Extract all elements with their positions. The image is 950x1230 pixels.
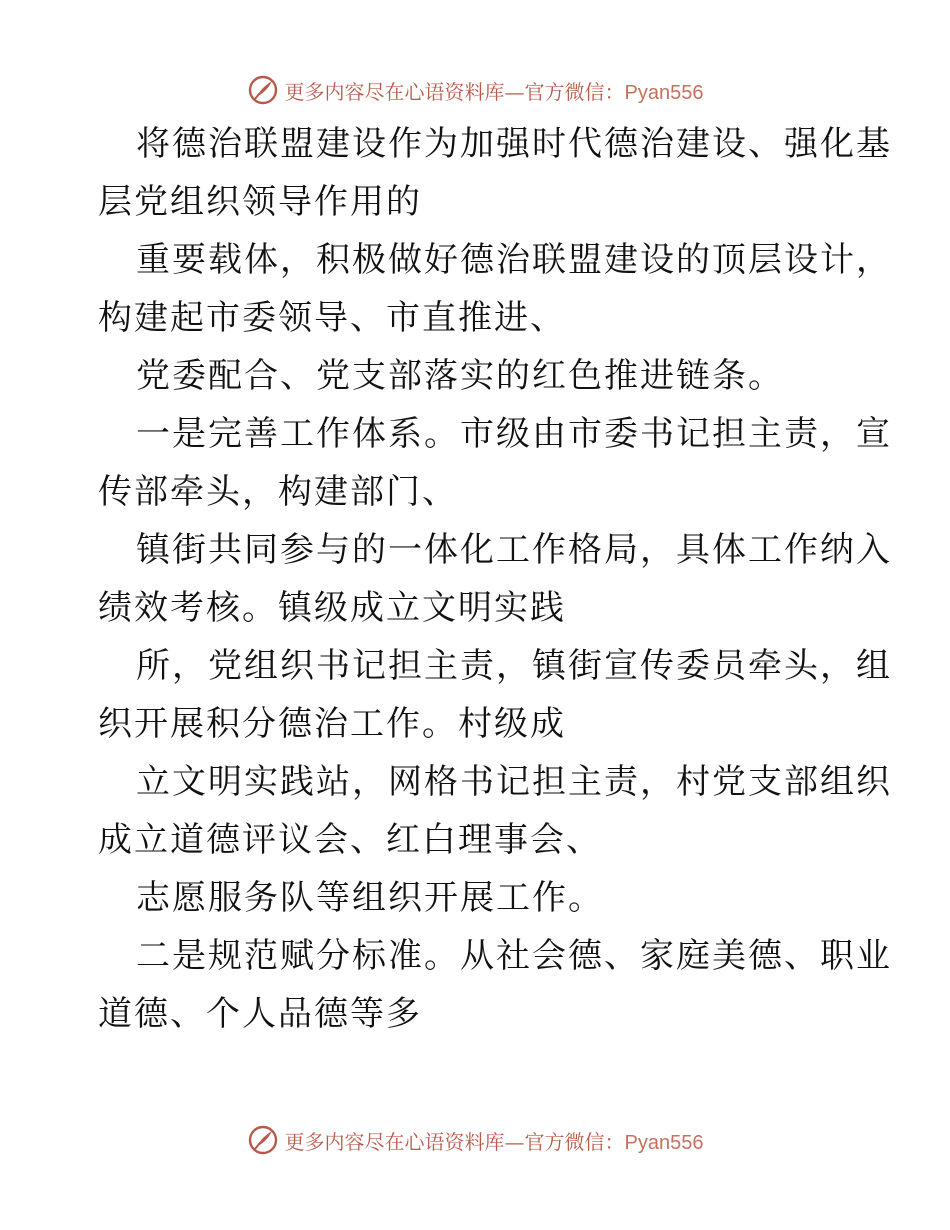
- document-body: [98, 124, 892, 1053]
- body-line: 构建起市委领导、市直推进、: [98, 298, 566, 338]
- watermark-wechat-id: Pyan556: [624, 81, 704, 104]
- watermark-site-text: 更多内容尽在心语资料库—: [284, 79, 525, 104]
- watermark-wechat-label: 官方微信：: [524, 79, 625, 104]
- body-line: 将德治联盟建设作为加强时代德治建设、强化基: [136, 124, 892, 164]
- footer-watermark: [0, 1120, 950, 1160]
- body-line: 重要载体，积极做好德治联盟建设的顶层设计，: [136, 240, 892, 280]
- body-line: 党委配合、党支部落实的红色推进链条。: [136, 356, 784, 396]
- watermark-wechat-label: 官方微信：: [524, 1129, 625, 1154]
- body-line: 立文明实践站，网格书记担主责，村党支部组织: [136, 762, 892, 802]
- body-line: 织开展积分德治工作。村级成: [98, 704, 566, 744]
- quill-logo-icon: [247, 74, 279, 106]
- body-line: 传部牵头，构建部门、: [98, 472, 458, 512]
- body-line: 志愿服务队等组织开展工作。: [136, 878, 604, 918]
- body-line: 一是完善工作体系。市级由市委书记担主责，宣: [136, 414, 892, 454]
- body-line: 层党组织领导作用的: [98, 182, 422, 222]
- body-line: 二是规范赋分标准。从社会德、家庭美德、职业: [136, 936, 892, 976]
- body-line: 成立道德评议会、红白理事会、: [98, 820, 602, 860]
- body-line: 绩效考核。镇级成立文明实践: [98, 588, 566, 628]
- body-line: 镇街共同参与的一体化工作格局，具体工作纳入: [136, 530, 892, 570]
- watermark-wechat-id: Pyan556: [624, 1131, 704, 1154]
- body-line: 所，党组织书记担主责，镇街宣传委员牵头，组: [136, 646, 892, 686]
- watermark-site-text: 更多内容尽在心语资料库—: [284, 1129, 525, 1154]
- body-line: 道德、个人品德等多: [98, 994, 422, 1034]
- quill-logo-icon: [247, 1124, 279, 1156]
- header-watermark: [0, 70, 950, 110]
